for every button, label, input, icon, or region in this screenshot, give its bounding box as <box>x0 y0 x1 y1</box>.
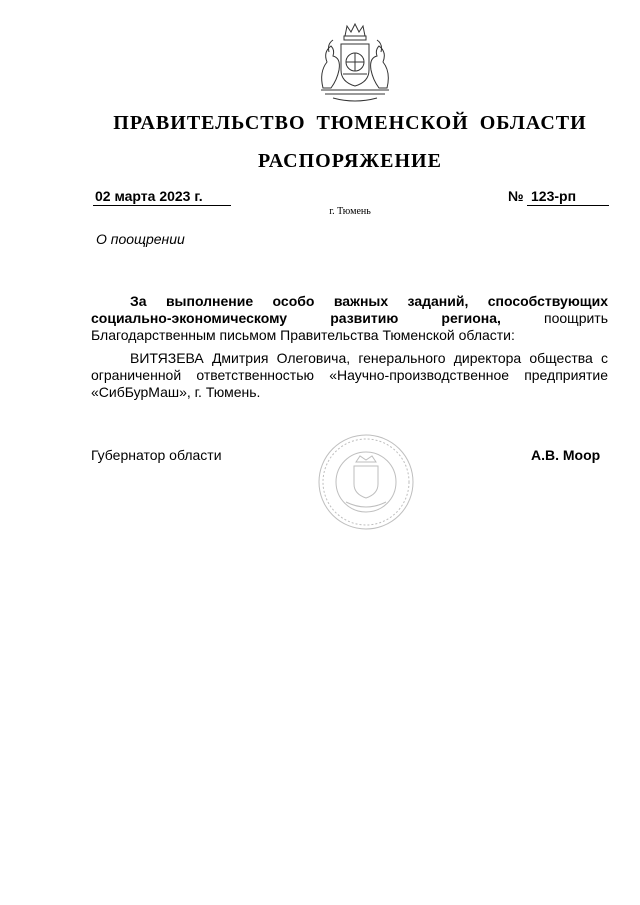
signatory-name: А.В. Моор <box>531 447 601 463</box>
document-number: 123-рп <box>527 188 609 206</box>
document-date: 02 марта 2023 г. <box>93 188 231 206</box>
signatory-position: Губернатор области <box>91 447 222 463</box>
body-paragraph-2: ВИТЯЗЕВА Дмитрия Олеговича, генерального директора общества с ограниченной ответственностью «Научно-производственное предприятие «СибБурМаш», г. Тюмень. <box>91 350 608 400</box>
seal-icon <box>316 432 416 532</box>
number-sign: № <box>508 188 524 204</box>
body-paragraph-1 <box>91 293 608 344</box>
coat-of-arms-icon <box>313 22 397 104</box>
para1-rest: поощрить Благодарственным письмом Правительства Тюменской области: <box>91 310 609 343</box>
government-title: ПРАВИТЕЛЬСТВО ТЮМЕНСКОЙ ОБЛАСТИ <box>113 112 587 134</box>
document-subject: О поощрении <box>96 231 185 247</box>
document-type: РАСПОРЯЖЕНИЕ <box>258 150 442 172</box>
city: г. Тюмень <box>329 206 371 217</box>
para1-bold: За выполнение особо важных заданий, способствующих социально-экономическому развитию региона, <box>91 293 608 326</box>
